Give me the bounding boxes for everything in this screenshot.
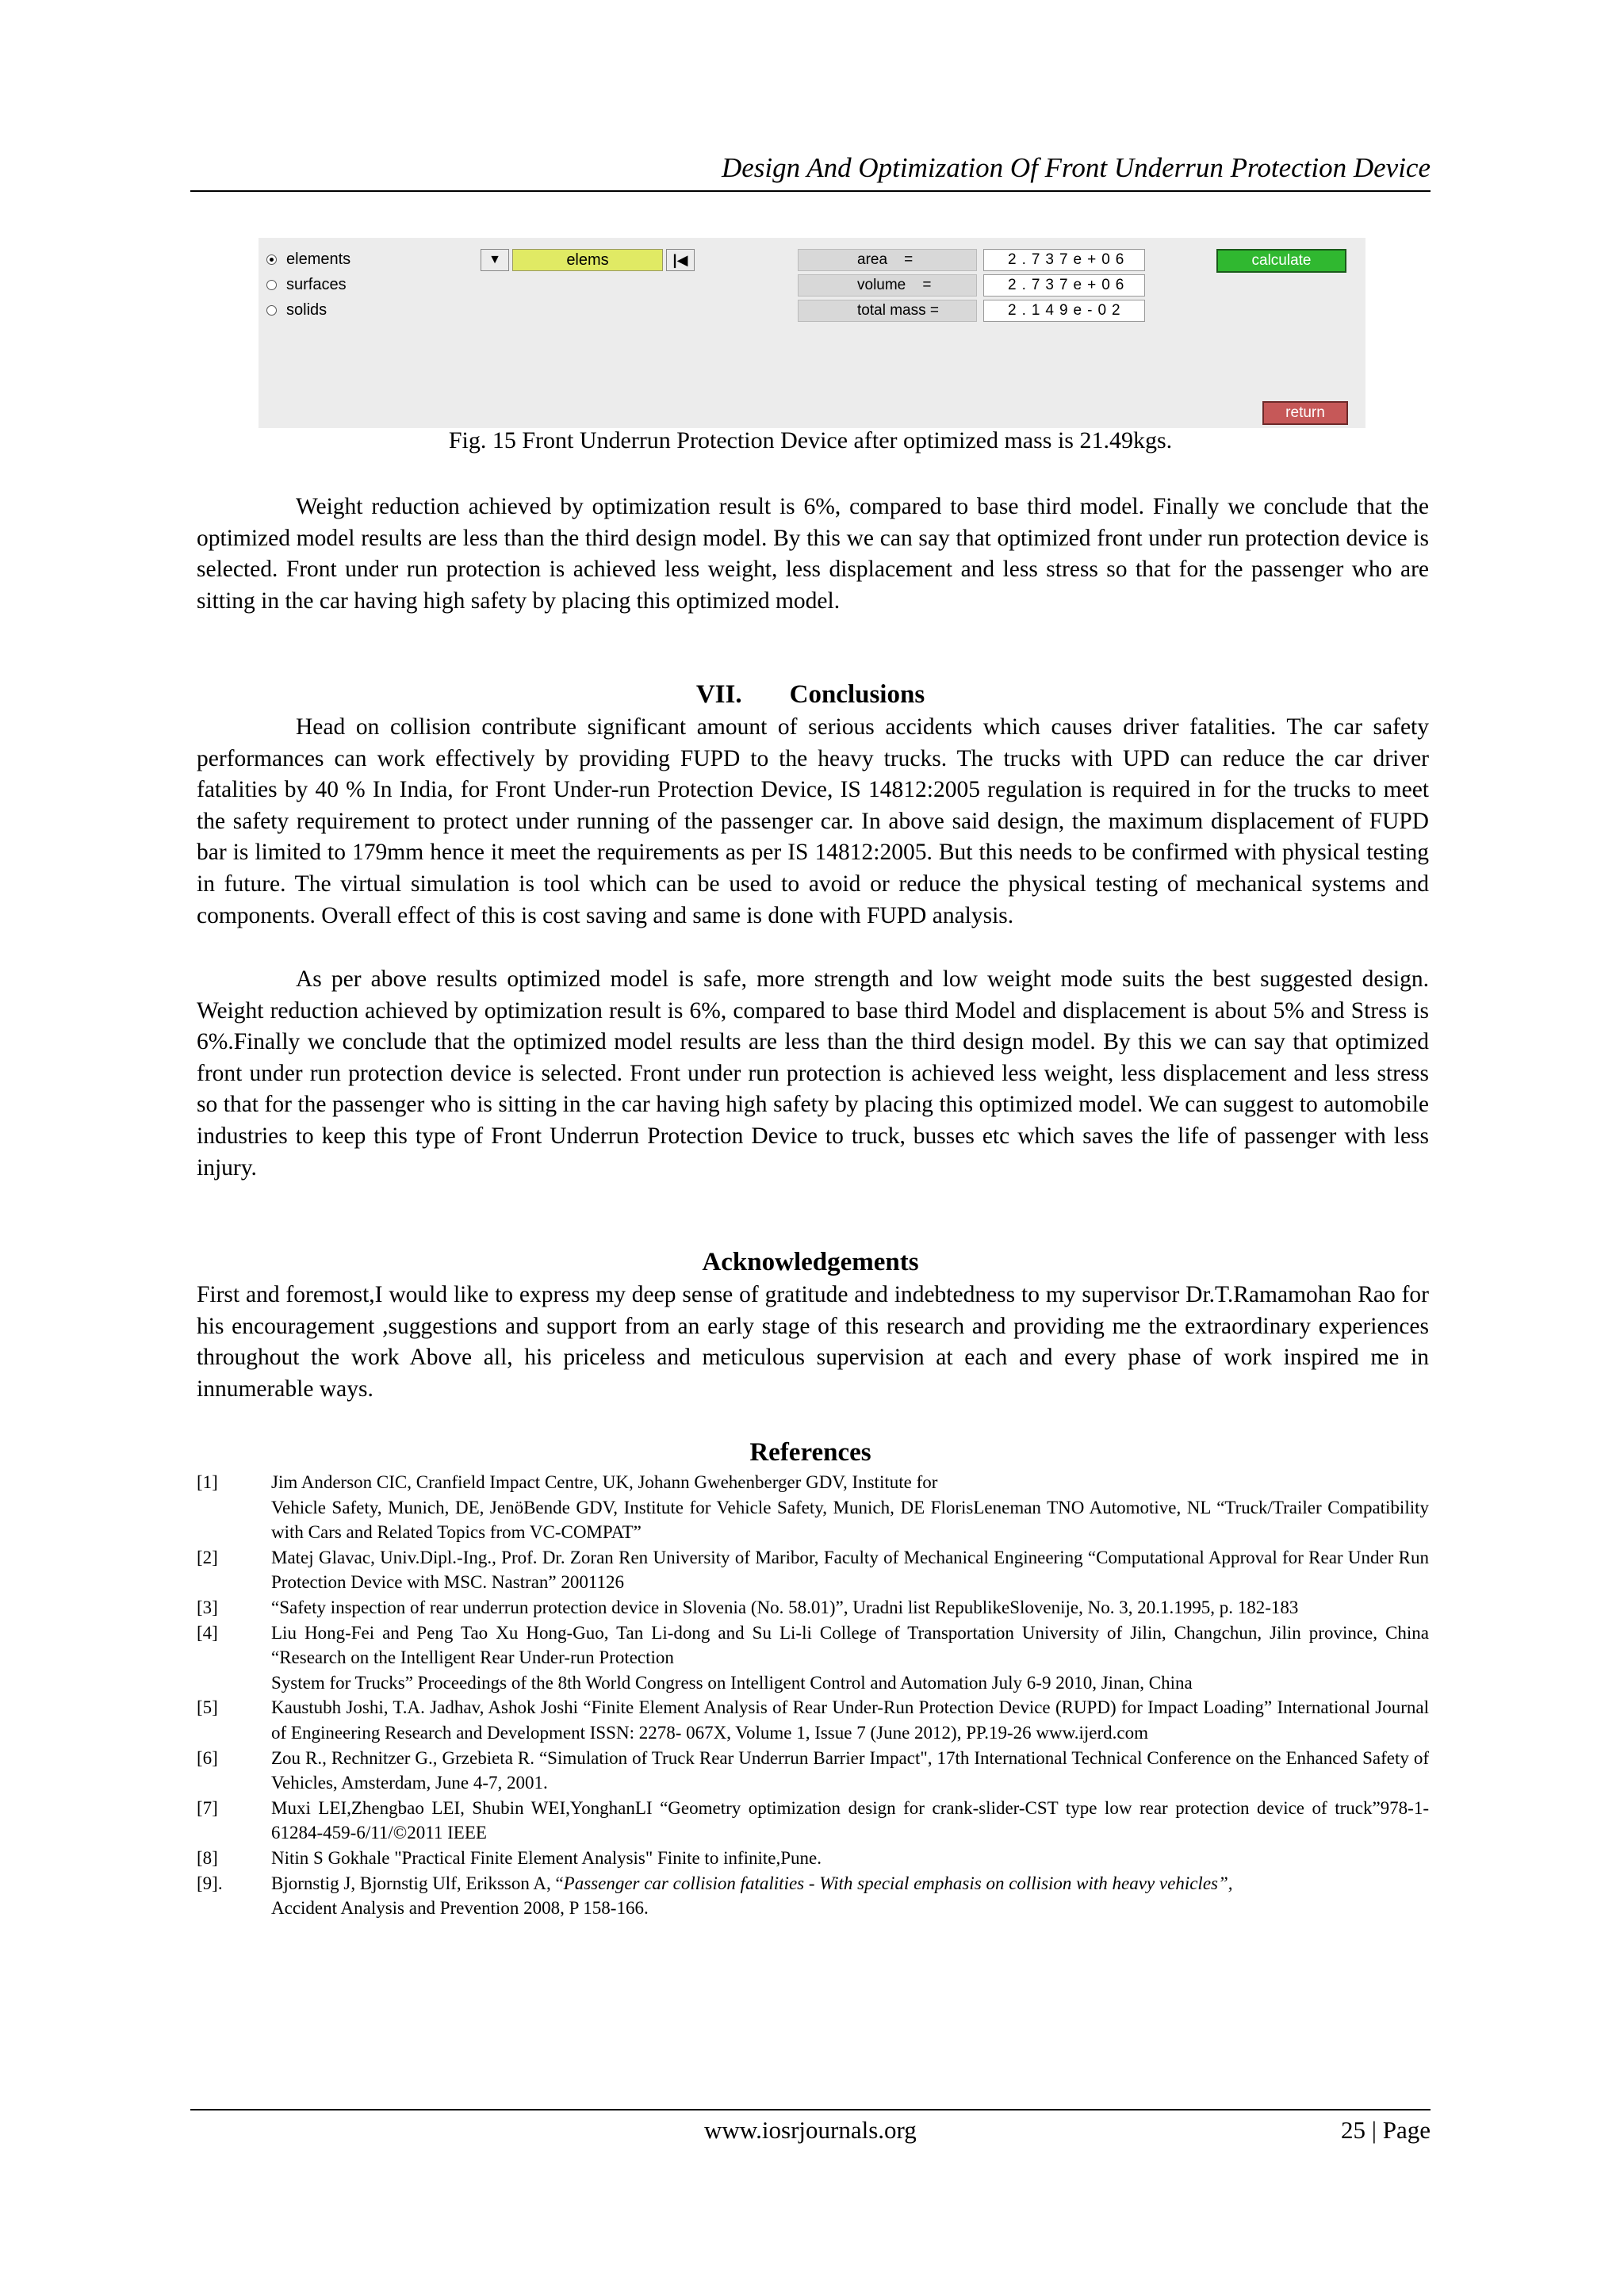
reference-item: [4] Liu Hong-Fei and Peng Tao Xu Hong-Guo, Tan Li-dong and Su Li-li College of Transportation University of Jilin, Changchun, Jilin province, China “Research on the Intelligent Rear Under-run Protection System for Trucks” Proceedings of the 8th World Congress on Intelligent Control and Automation July 6-9 2010, Jinan, China xyxy=(197,1622,1429,1693)
reset-selection-icon[interactable]: |◀ xyxy=(666,249,695,271)
radio-surfaces[interactable] xyxy=(266,276,347,294)
radio-solids[interactable] xyxy=(266,301,327,320)
radio-dot-icon xyxy=(266,280,277,290)
footer-url: www.iosrjournals.org xyxy=(704,2116,917,2144)
reference-item: [2] Matej Glavac, Univ.Dipl.-Ing., Prof. Dr. Zoran Ren University of Maribor, Faculty of Mechanical Engineering “Computational Approval for Rear Under Run Protection Device with MSC. Nastran” 2001126 xyxy=(197,1547,1429,1593)
results-paragraph: Weight reduction achieved by optimization result is 6%, compared to base third model. Finally we conclude that the optimized model results are less than the third design model. By this we can say that optimized front under run protection device is selected. Front under run protection is achieved less weight, less displacement and less stress so that for the passenger who are sitting in the car having high safety by placing this optimized model. xyxy=(197,494,1429,614)
header-divider xyxy=(190,190,1431,192)
calculate-button[interactable]: calculate xyxy=(1216,249,1346,273)
reference-item: [3] “Safety inspection of rear underrun protection device in Slovenia (No. 58.01)”, Uradni list RepublikeSlovenije, No. 3, 20.1.1995, p. 182-183 xyxy=(197,1597,1299,1617)
radio-dot-icon xyxy=(266,305,277,316)
radio-label: surfaces xyxy=(286,276,347,293)
radio-elements[interactable] xyxy=(266,251,350,269)
area-row xyxy=(798,249,1145,271)
conclusions-paragraph-1: Head on collision contribute significant amount of serious accidents which causes driver fatalities. The car safety performances can work effectively by providing FUPD to the heavy trucks. The trucks with UPD can reduce the car driver fatalities by 40 % In India, for Front Under-run Protection Device, IS 14812:2005 regulation is required in for the trucks to meet the safety requirement to protect under running of the passenger car. In above said design, the maximum displacement of FUPD bar is limited to 179mm hence it meet the requirements as per IS 14812:2005. But this needs to be confirmed with physical testing in future. The virtual simulation is tool which can be used to avoid or reduce the physical testing of mechanical systems and components. Overall effect of this is cost saving and same is done with FUPD analysis. xyxy=(197,714,1429,928)
area-value: 2.737e+06 xyxy=(983,249,1145,271)
return-button[interactable]: return xyxy=(1262,401,1348,425)
acknowledgements-paragraph: First and foremost,I would like to express my deep sense of gratitude and indebtedness to my supervisor Dr.T.Ramamohan Rao for his encouragement ,suggestions and support from an early stage of this research and providing me the extraordinary experiences throughout the work Above all, his priceless and meticulous supervision at each and every phase of work inspired me in innumerable ways. xyxy=(197,1282,1429,1402)
mass-calc-panel xyxy=(259,238,1365,428)
area-label: area = xyxy=(798,249,977,271)
reference-item: [8] Nitin S Gokhale "Practical Finite Element Analysis" Finite to infinite,Pune. xyxy=(197,1847,822,1868)
radio-dot-selected-icon xyxy=(266,254,277,265)
section-title: Conclusions xyxy=(789,680,925,709)
figure-caption: Fig. 15 Front Underrun Protection Device after optimized mass is 21.49kgs. xyxy=(448,427,1173,453)
volume-row xyxy=(798,274,1145,297)
reference-item: [1] Jim Anderson CIC, Cranfield Impact Centre, UK, Johann Gwehenberger GDV, Institute for Vehicle Safety, Munich, DE, JenöBende GDV, Institute for Vehicle Safety, Munich, DE FlorisLeneman TNO Automotive, NL “Truck/Trailer Compatibility with Cars and Related Topics from VC-COMPAT” xyxy=(197,1472,1429,1543)
reference-item: [5] Kaustubh Joshi, T.A. Jadhav, Ashok Joshi “Finite Element Analysis of Rear Under-Run Protection Device (RUPD) for Impact Loading” International Journal of Engineering Research and Development ISSN: 2278- 067X, Volume 1, Issue 7 (June 2012), PP.19-26 www.ijerd.com xyxy=(197,1697,1429,1743)
entity-selector xyxy=(481,249,695,271)
page-number: 25 | Page xyxy=(1341,2116,1431,2144)
volume-value: 2.737e+06 xyxy=(983,274,1145,297)
conclusions-heading xyxy=(190,679,1431,710)
elems-selector-field[interactable]: elems xyxy=(512,249,663,271)
volume-label: volume = xyxy=(798,274,977,297)
total-mass-label: total mass = xyxy=(798,300,977,322)
references-list xyxy=(197,1470,1429,1921)
reference-item: [6] Zou R., Rechnitzer G., Grzebieta R. “Simulation of Truck Rear Underrun Barrier Impact", 17th International Technical Conference on the Enhanced Safety of Vehicles, Amsterdam, June 4-7, 2001. xyxy=(197,1747,1429,1793)
total-mass-value: 2.149e-02 xyxy=(983,300,1145,322)
references-heading: References xyxy=(749,1438,871,1467)
radio-label: elements xyxy=(286,251,351,268)
reference-item: [7] Muxi LEI,Zhengbao LEI, Shubin WEI,YonghanLI “Geometry optimization design for crank-slider-CST type low rear protection device of truck”978-1-61284-459-6/11/©2011 IEEE xyxy=(197,1797,1429,1843)
radio-label: solids xyxy=(286,301,327,319)
dropdown-arrow-icon[interactable]: ▼ xyxy=(481,249,509,271)
section-number: VII. xyxy=(695,680,742,709)
reference-item: [9]. Bjornstig J, Bjornstig Ulf, Eriksson A, “Passenger car collision fatalities - With special emphasis on collision with heavy vehicles”, Accident Analysis and Prevention 2008, P 158-166. xyxy=(197,1873,1233,1919)
running-header: Design And Optimization Of Front Underrun Protection Device xyxy=(721,152,1431,183)
total-mass-row xyxy=(798,300,1145,322)
footer-divider xyxy=(190,2109,1431,2110)
acknowledgements-heading: Acknowledgements xyxy=(702,1248,919,1276)
conclusions-paragraph-2: As per above results optimized model is safe, more strength and low weight mode suits the best suggested design. Weight reduction achieved by optimization result is 6%, compared to base third Model and displacement is about 5% and Stress is 6%.Finally we conclude that the optimized model results are less than the third design model. By this we can say that optimized front under run protection device is selected. Front under run protection is achieved less weight, less displacement and less stress so that for the passenger who is sitting in the car having high safety by placing this optimized model. We can suggest to automobile industries to keep this type of Front Underrun Protection Device to truck, busses etc which saves the life of passenger with less injury. xyxy=(197,966,1429,1181)
